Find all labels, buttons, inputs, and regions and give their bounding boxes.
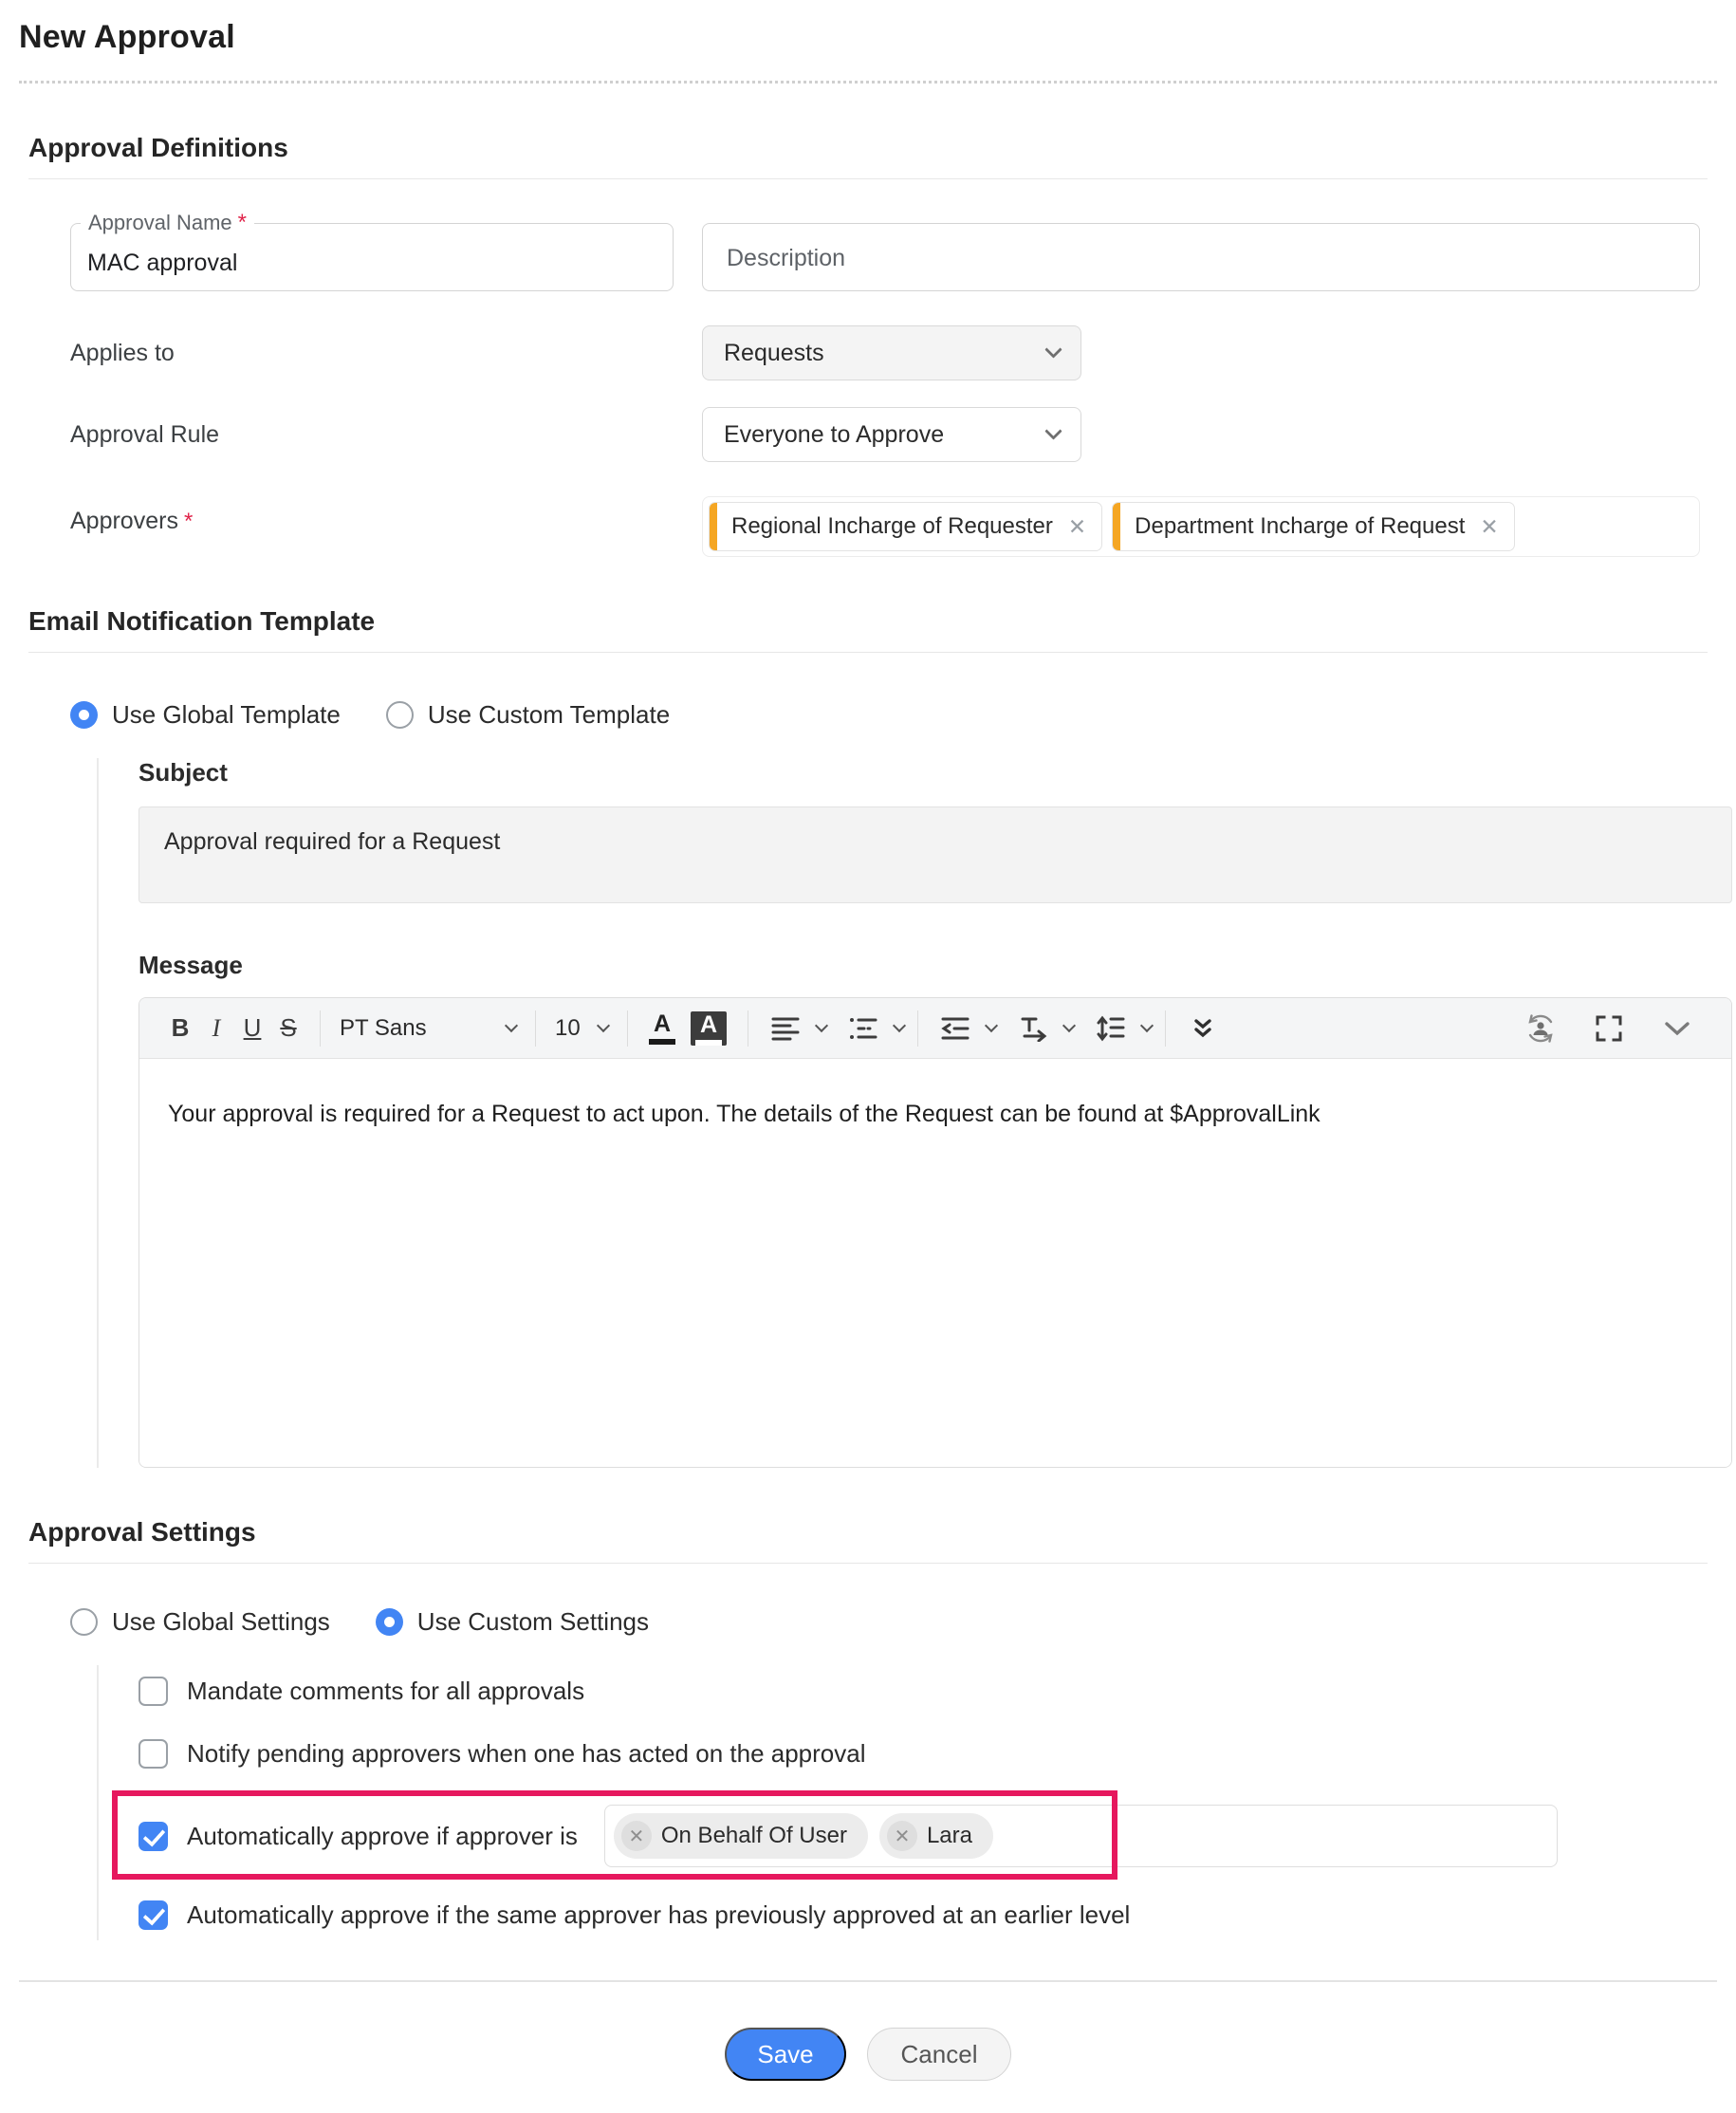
chevron-down-icon[interactable] xyxy=(893,1019,906,1032)
template-fields-block xyxy=(97,758,1708,1468)
toolbar-separator xyxy=(1165,1010,1166,1047)
section-divider xyxy=(28,652,1708,653)
cancel-button[interactable]: Cancel xyxy=(867,2028,1011,2081)
highlight-color-icon[interactable] xyxy=(691,1011,727,1046)
user-pill xyxy=(614,1813,868,1859)
definitions-form xyxy=(28,210,1708,557)
approval-rule-value: Everyone to Approve xyxy=(724,420,945,448)
message-body-input[interactable] xyxy=(139,1059,1731,1467)
font-size-select[interactable] xyxy=(549,1008,614,1049)
chevron-down-icon[interactable] xyxy=(985,1019,998,1032)
collapse-toolbar-icon[interactable] xyxy=(1659,1008,1695,1049)
bullet-list-icon[interactable] xyxy=(845,1008,881,1049)
checkbox-unchecked-icon[interactable] xyxy=(139,1739,168,1769)
approval-rule-label: Approval Rule xyxy=(70,420,220,448)
font-color-icon[interactable] xyxy=(649,1012,675,1045)
approval-rule-select[interactable] xyxy=(702,407,1081,462)
subject-value: Approval required for a Request xyxy=(164,828,501,855)
remove-tag-icon[interactable]: ✕ xyxy=(1480,513,1499,539)
chevron-down-icon[interactable] xyxy=(1140,1019,1154,1032)
required-asterisk: * xyxy=(183,509,194,534)
subject-field[interactable] xyxy=(139,806,1732,903)
checkbox-row-auto-approve-earlier-level xyxy=(139,1889,1708,1940)
indent-icon[interactable] xyxy=(937,1008,973,1049)
required-asterisk: * xyxy=(237,210,247,235)
insert-user-variable-icon[interactable] xyxy=(1523,1008,1559,1049)
approval-name-label xyxy=(81,210,254,236)
line-spacing-icon[interactable] xyxy=(1093,1008,1129,1049)
checkbox-label: Automatically approve if the same approver has previously approved at an earlier level xyxy=(187,1900,1131,1929)
chevron-down-icon xyxy=(1044,341,1062,358)
approver-tag-label: Department Incharge of Request xyxy=(1135,513,1466,539)
radio-label: Use Global Template xyxy=(112,700,341,729)
approver-tag xyxy=(709,502,1102,551)
font-color-letter: A xyxy=(653,1010,672,1037)
toolbar-separator xyxy=(535,1010,536,1047)
action-buttons xyxy=(0,2028,1736,2081)
applies-to-value: Requests xyxy=(724,339,824,366)
section-divider xyxy=(28,178,1708,179)
name-description-row xyxy=(70,210,1708,291)
remove-tag-icon[interactable]: ✕ xyxy=(1067,513,1087,539)
approval-rule-row xyxy=(70,407,1708,462)
page-title: New Approval xyxy=(19,19,235,55)
approval-name-label-text: Approval Name xyxy=(88,211,232,234)
font-family-select[interactable] xyxy=(334,1008,522,1049)
page-header xyxy=(0,0,1736,83)
checkbox-checked-icon[interactable] xyxy=(139,1822,168,1851)
email-template-heading: Email Notification Template xyxy=(28,606,376,636)
highlight-color-bar xyxy=(695,1040,722,1046)
checkbox-row-notify-pending xyxy=(139,1728,1708,1779)
toolbar-separator xyxy=(320,1010,321,1047)
bold-icon[interactable]: B xyxy=(171,1013,190,1042)
radio-use-global-template[interactable] xyxy=(70,700,341,730)
font-color-bar xyxy=(649,1039,675,1045)
footer-divider xyxy=(19,1980,1717,1982)
text-direction-icon[interactable] xyxy=(1015,1008,1051,1049)
rich-text-editor xyxy=(139,997,1732,1468)
underline-icon[interactable]: U xyxy=(243,1013,262,1042)
toolbar-separator xyxy=(627,1010,628,1047)
tag-accent-bar xyxy=(1113,503,1120,550)
italic-icon[interactable]: I xyxy=(212,1013,221,1042)
font-size-value: 10 xyxy=(555,1014,581,1041)
approvers-label-text: Approvers xyxy=(70,508,178,534)
checkbox-unchecked-icon[interactable] xyxy=(139,1677,168,1706)
approvers-row xyxy=(70,496,1708,557)
checkbox-row-mandate-comments xyxy=(139,1665,1708,1716)
checkbox-label: Notify pending approvers when one has acted on the approval xyxy=(187,1738,866,1768)
checkbox-checked-icon[interactable] xyxy=(139,1900,168,1930)
radio-label: Use Custom Template xyxy=(427,700,671,729)
applies-to-select[interactable] xyxy=(702,325,1081,380)
header-divider xyxy=(19,81,1717,83)
pill-label: On Behalf Of User xyxy=(660,1823,847,1848)
save-button[interactable]: Save xyxy=(725,2028,846,2081)
approver-tag xyxy=(1112,502,1514,551)
fullscreen-icon[interactable] xyxy=(1591,1008,1627,1049)
user-pill xyxy=(879,1813,993,1859)
approver-tag-label: Regional Incharge of Requester xyxy=(731,513,1053,539)
highlight-color-letter: A xyxy=(699,1010,718,1038)
chevron-down-icon xyxy=(597,1019,610,1032)
pill-label: Lara xyxy=(926,1823,972,1848)
tag-accent-bar xyxy=(710,503,717,550)
chevron-down-icon[interactable] xyxy=(815,1019,828,1032)
radio-label: Use Custom Settings xyxy=(416,1607,650,1636)
radio-label: Use Global Settings xyxy=(112,1607,330,1636)
auto-approve-users-input[interactable] xyxy=(604,1805,1558,1867)
remove-pill-icon[interactable]: ✕ xyxy=(621,1821,652,1851)
chevron-down-icon xyxy=(1044,422,1062,439)
toolbar-right-group xyxy=(1523,1008,1708,1049)
section-divider xyxy=(28,1563,1708,1564)
checkbox-row-auto-approve-approver xyxy=(139,1792,1708,1880)
subject-label: Subject xyxy=(139,758,228,787)
description-field[interactable] xyxy=(702,223,1700,291)
approval-name-field[interactable] xyxy=(70,210,674,291)
description-placeholder: Description xyxy=(727,245,846,271)
radio-use-custom-template[interactable] xyxy=(386,700,670,730)
checkbox-label: Automatically approve if approver is xyxy=(187,1821,578,1850)
remove-pill-icon[interactable]: ✕ xyxy=(887,1821,917,1851)
template-radio-group xyxy=(28,700,1708,730)
applies-to-row xyxy=(70,325,1708,380)
checkbox-label: Mandate comments for all approvals xyxy=(187,1676,585,1705)
settings-checkbox-group xyxy=(97,1665,1708,1940)
radio-unselected-icon[interactable] xyxy=(70,1608,98,1636)
radio-use-global-settings[interactable] xyxy=(70,1607,330,1637)
align-left-icon[interactable] xyxy=(767,1008,803,1049)
more-tools-icon[interactable] xyxy=(1185,1008,1221,1049)
section-email-template xyxy=(0,606,1736,1468)
radio-selected-icon[interactable] xyxy=(376,1608,403,1636)
settings-radio-group xyxy=(28,1607,1708,1637)
section-approval-settings xyxy=(0,1517,1736,1940)
radio-use-custom-settings[interactable] xyxy=(376,1607,649,1637)
applies-to-label: Applies to xyxy=(70,339,175,366)
approvers-input[interactable] xyxy=(702,496,1700,557)
approvers-label xyxy=(70,496,702,535)
strikethrough-icon[interactable]: S xyxy=(280,1013,297,1042)
approval-definitions-heading: Approval Definitions xyxy=(28,133,288,162)
font-family-value: PT Sans xyxy=(340,1014,427,1041)
approval-settings-heading: Approval Settings xyxy=(28,1517,256,1547)
editor-toolbar xyxy=(139,998,1731,1059)
radio-selected-icon[interactable] xyxy=(70,701,98,729)
chevron-down-icon[interactable] xyxy=(1062,1019,1076,1032)
chevron-down-icon xyxy=(505,1019,518,1032)
message-label: Message xyxy=(139,951,243,979)
approval-name-value: MAC approval xyxy=(87,250,238,276)
toolbar-separator xyxy=(917,1010,918,1047)
radio-unselected-icon[interactable] xyxy=(386,701,414,729)
message-body-text: Your approval is required for a Request to act upon. The details of the Request can be found at $ApprovalLink xyxy=(168,1101,1320,1127)
section-approval-definitions xyxy=(0,133,1736,557)
